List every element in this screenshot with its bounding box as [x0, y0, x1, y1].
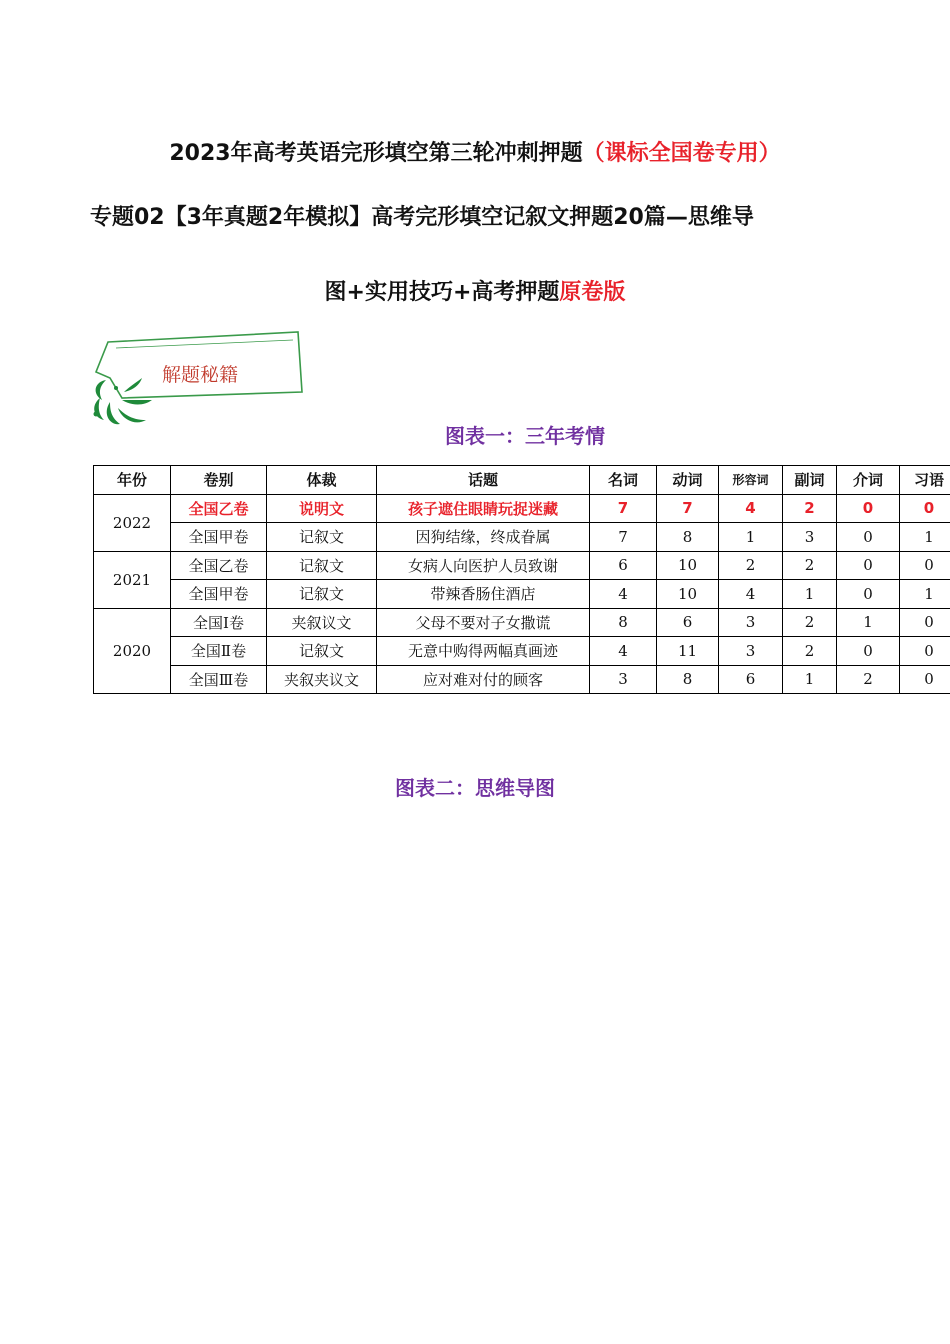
topic-cell: 因狗结缘，终成眷属: [377, 523, 590, 552]
document-title-line-1: [0, 136, 950, 167]
table-row: [94, 665, 950, 694]
verb-count-cell: 11: [657, 637, 719, 666]
column-header: 习语: [900, 466, 950, 495]
paper-cell: 全国乙卷: [171, 494, 267, 523]
table-row: [94, 637, 950, 666]
title-line3-text: 图+实用技巧+高考押题: [324, 280, 560, 305]
idiom-count-cell: 1: [900, 523, 950, 552]
adjective-count-cell: 2: [719, 551, 783, 580]
year-cell: 2022: [94, 494, 171, 551]
paper-cell: 全国Ⅲ卷: [171, 665, 267, 694]
topic-cell: 应对难对付的顾客: [377, 665, 590, 694]
idiom-count-cell: 0: [900, 608, 950, 637]
adverb-count-cell: 2: [783, 637, 837, 666]
verb-count-cell: 10: [657, 551, 719, 580]
adverb-count-cell: 2: [783, 608, 837, 637]
year-cell: 2020: [94, 608, 171, 694]
title-main-text: 2023年高考英语完形填空第三轮冲刺押题: [169, 141, 583, 166]
adjective-count-cell: 6: [719, 665, 783, 694]
noun-count-cell: 4: [590, 580, 657, 609]
paper-cell: 全国甲卷: [171, 523, 267, 552]
noun-count-cell: 7: [590, 523, 657, 552]
adverb-count-cell: 2: [783, 494, 837, 523]
topic-cell: 孩子遮住眼睛玩捉迷藏: [377, 494, 590, 523]
title-red-text: （课标全国卷专用）: [582, 141, 781, 166]
adjective-count-cell: 1: [719, 523, 783, 552]
paper-cell: 全国乙卷: [171, 551, 267, 580]
original-version-label: 原卷版: [559, 280, 626, 305]
genre-cell: 夹叙议文: [267, 608, 377, 637]
noun-count-cell: 6: [590, 551, 657, 580]
preposition-count-cell: 2: [837, 665, 900, 694]
column-header: 话题: [377, 466, 590, 495]
preposition-count-cell: 0: [837, 494, 900, 523]
genre-cell: 记叙文: [267, 523, 377, 552]
document-title-line-3: [0, 275, 950, 306]
genre-cell: 记叙文: [267, 580, 377, 609]
idiom-count-cell: 0: [900, 637, 950, 666]
document-title-line-2: 专题02【3年真题2年模拟】高考完形填空记叙文押题20篇—思维导: [90, 205, 754, 230]
preposition-count-cell: 0: [837, 580, 900, 609]
verb-count-cell: 8: [657, 523, 719, 552]
preposition-count-cell: 1: [837, 608, 900, 637]
topic-cell: 女病人向医护人员致谢: [377, 551, 590, 580]
table-row: [94, 523, 950, 552]
paper-cell: 全国Ⅰ卷: [171, 608, 267, 637]
topic-cell: 带辣香肠住酒店: [377, 580, 590, 609]
table-row: [94, 580, 950, 609]
noun-count-cell: 8: [590, 608, 657, 637]
genre-cell: 记叙文: [267, 637, 377, 666]
adverb-count-cell: 3: [783, 523, 837, 552]
adjective-count-cell: 4: [719, 494, 783, 523]
year-cell: 2021: [94, 551, 171, 608]
idiom-count-cell: 0: [900, 665, 950, 694]
column-header: 卷别: [171, 466, 267, 495]
adverb-count-cell: 1: [783, 665, 837, 694]
chart2-title: 图表二：思维导图: [395, 776, 555, 800]
verb-count-cell: 8: [657, 665, 719, 694]
preposition-count-cell: 0: [837, 637, 900, 666]
topic-cell: 父母不要对子女撒谎: [377, 608, 590, 637]
badge-label: 解题秘籍: [162, 364, 239, 386]
adjective-count-cell: 3: [719, 608, 783, 637]
preposition-count-cell: 0: [837, 551, 900, 580]
noun-count-cell: 7: [590, 494, 657, 523]
exam-statistics-table: [93, 465, 950, 694]
adverb-count-cell: 1: [783, 580, 837, 609]
verb-count-cell: 10: [657, 580, 719, 609]
topic-cell: 无意中购得两幅真画迹: [377, 637, 590, 666]
idiom-count-cell: 1: [900, 580, 950, 609]
idiom-count-cell: 0: [900, 551, 950, 580]
genre-cell: 说明文: [267, 494, 377, 523]
genre-cell: 记叙文: [267, 551, 377, 580]
column-header: 形容词: [719, 466, 783, 495]
chart1-title: 图表一：三年考情: [445, 424, 605, 448]
adjective-count-cell: 3: [719, 637, 783, 666]
adjective-count-cell: 4: [719, 580, 783, 609]
table-header-row: [94, 466, 950, 495]
genre-cell: 夹叙夹议文: [267, 665, 377, 694]
idiom-count-cell: 0: [900, 494, 950, 523]
paper-cell: 全国Ⅱ卷: [171, 637, 267, 666]
column-header: 副词: [783, 466, 837, 495]
column-header: 年份: [94, 466, 171, 495]
preposition-count-cell: 0: [837, 523, 900, 552]
table-row: [94, 551, 950, 580]
table-row: [94, 494, 950, 523]
adverb-count-cell: 2: [783, 551, 837, 580]
column-header: 介词: [837, 466, 900, 495]
noun-count-cell: 3: [590, 665, 657, 694]
table-row: [94, 608, 950, 637]
column-header: 动词: [657, 466, 719, 495]
column-header: 名词: [590, 466, 657, 495]
column-header: 体裁: [267, 466, 377, 495]
verb-count-cell: 7: [657, 494, 719, 523]
paper-cell: 全国甲卷: [171, 580, 267, 609]
verb-count-cell: 6: [657, 608, 719, 637]
noun-count-cell: 4: [590, 637, 657, 666]
